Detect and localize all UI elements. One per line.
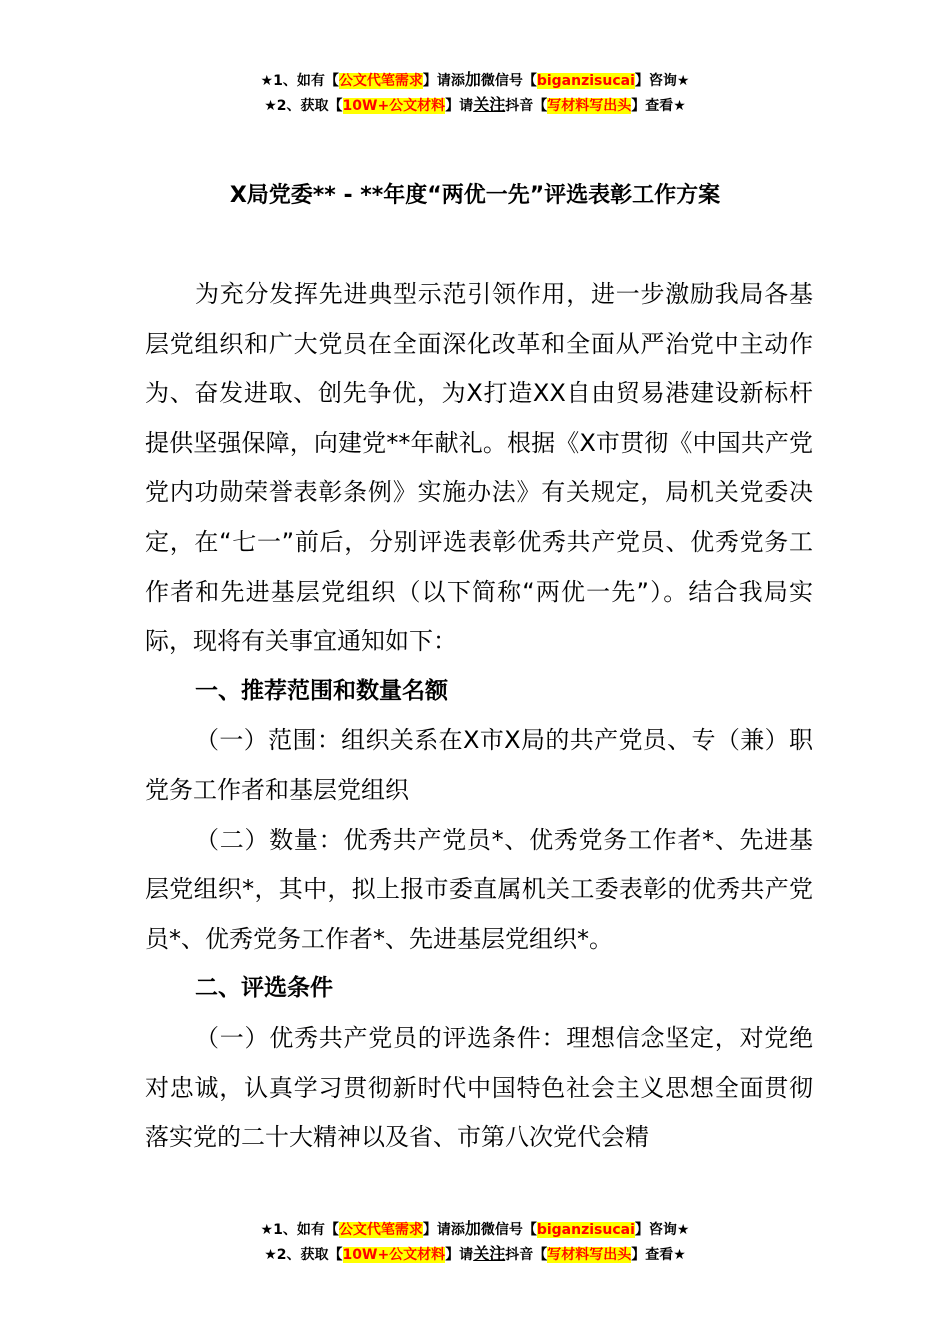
document-title: X局党委** - **年度“两优一先”评选表彰工作方案 — [229, 183, 721, 208]
paragraph: （二）数量：优秀共产党员*、优秀党务工作者*、先进基层党组织*，其中，拟上报市委直属机关工委表彰的优秀共产党员*、优秀党务工作者*、先进基层党组织*。 — [145, 825, 813, 953]
header-notice — [0, 68, 950, 118]
notice-text: 】请 — [445, 98, 474, 114]
paragraph: （一）范围：组织关系在X市X局的共产党员、专（兼）职党务工作者和基层党组织 — [145, 726, 813, 804]
notice-text: 】咨询★ — [634, 73, 690, 89]
notice-highlight: 10W+公文材料 — [342, 98, 446, 114]
notice-highlight: 公文代笔需求 — [338, 73, 423, 89]
notice-highlight: biganzisucai — [536, 1222, 635, 1238]
notice-text: ★2、获取【 — [264, 98, 343, 114]
notice-text: ★1、如有【 — [260, 73, 339, 89]
notice-highlight: 写材料写出头 — [547, 98, 632, 114]
notice-text: 】查看★ — [631, 1247, 686, 1263]
notice-text: 】请添 — [422, 1222, 465, 1238]
section-heading-2: 二、评选条件 — [195, 975, 333, 1002]
notice-text: 微信号【 — [480, 73, 537, 89]
notice-text: 】咨询★ — [634, 1222, 690, 1238]
notice-text: ★1、如有【 — [260, 1222, 339, 1238]
notice-text: 关注 — [473, 95, 506, 114]
notice-text: 加 — [464, 1219, 481, 1238]
notice-highlight: 公文代笔需求 — [338, 1222, 423, 1238]
document-body — [145, 270, 813, 1163]
notice-highlight: 写材料写出头 — [547, 1247, 632, 1263]
notice-text: 】查看★ — [631, 98, 686, 114]
notice-highlight: 10W+公文材料 — [342, 1247, 446, 1263]
footer-notice — [0, 1217, 950, 1267]
section-heading-1: 一、推荐范围和数量名额 — [195, 677, 448, 704]
notice-text: 抖音【 — [505, 98, 548, 114]
notice-highlight: biganzisucai — [536, 73, 635, 89]
notice-line-2 — [0, 93, 950, 118]
notice-line-2 — [0, 1242, 950, 1267]
paragraph-intro: 为充分发挥先进典型示范引领作用，进一步激励我局各基层党组织和广大党员在全面深化改革和全面从严治党中主动作为、奋发进取、创先争优，为X打造XX自由贸易港建设新标杆提供坚强保障，向建党**年献礼。根据《X市贯彻《中国共产党党内功勋荣誉表彰条例》实施办法》有关规定，局机关党委决定，在“七一”前后，分别评选表彰优秀共产党员、优秀党务工作者和先进基层党组织（以下简称“两优一先”）。结合我局实际，现将有关事宜通知如下： — [145, 280, 813, 656]
notice-text: 】请 — [445, 1247, 474, 1263]
notice-text: 微信号【 — [480, 1222, 537, 1238]
notice-text: 抖音【 — [505, 1247, 548, 1263]
notice-text: ★2、获取【 — [264, 1247, 343, 1263]
notice-line-1 — [0, 1217, 950, 1242]
notice-text: 关注 — [473, 1244, 506, 1263]
notice-line-1 — [0, 68, 950, 93]
notice-text: 加 — [464, 70, 481, 89]
notice-text: 】请添 — [422, 73, 465, 89]
paragraph: （一）优秀共产党员的评选条件：理想信念坚定，对党绝对忠诚，认真学习贯彻新时代中国特色社会主义思想全面贯彻落实党的二十大精神以及省、市第八次党代会精 — [145, 1023, 813, 1152]
